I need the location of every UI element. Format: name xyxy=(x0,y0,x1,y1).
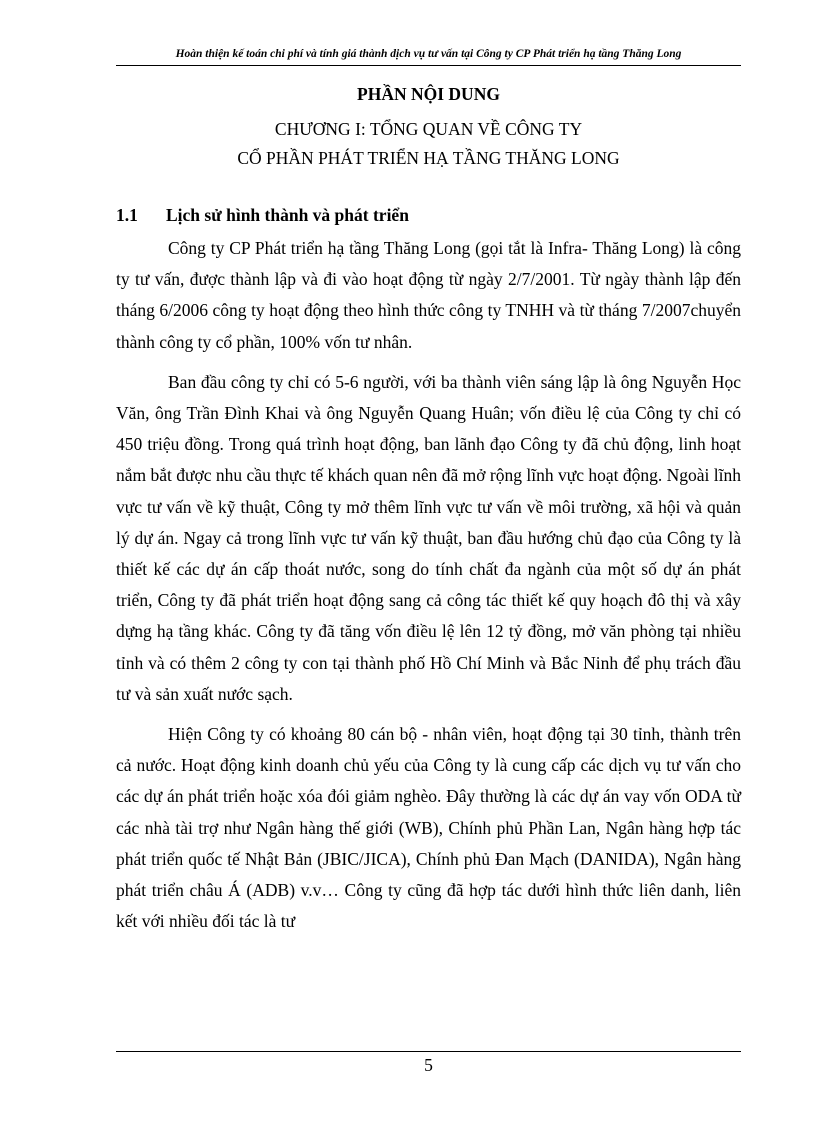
page-number: 5 xyxy=(424,1055,433,1075)
paragraph: Công ty CP Phát triển hạ tầng Thăng Long (gọi tắt là Infra- Thăng Long) là công ty tư vấn, được thành lập và đi vào hoạt động từ ngày 2/7/2001. Từ ngày thành lập đến tháng 6/2006 công ty hoạt động theo hình thức công ty TNHH và từ tháng 7/2007chuyển thành công ty cổ phần, 100% vốn tư nhân. xyxy=(116,238,741,352)
paragraph: Ban đầu công ty chỉ có 5-6 người, với ba thành viên sáng lập là ông Nguyễn Học Văn, ông Trần Đình Khai và ông Nguyễn Quang Huân; vốn điều lệ của Công ty chỉ có 450 triệu đồng. Trong quá trình hoạt động, ban lãnh đạo Công ty đã chủ động, linh hoạt nắm bắt được nhu cầu thực tế khách quan nên đã mở rộng lĩnh vực hoạt động. Ngoài lĩnh vực tư vấn về kỹ thuật, Công ty mở thêm lĩnh vực tư vấn về môi trường, xã hội và quản lý dự án. Ngay cả trong lĩnh vực tư vấn kỹ thuật, ban đầu hướng chủ đạo của Công ty là thiết kế các dự án cấp thoát nước, song do tính chất đa ngành của một số dự án phát triển, Công ty đã phát triển hoạt động sang cả công tác thiết kế quy hoạch đô thị và xây dựng hạ tầng khác. Công ty đã tăng vốn điều lệ lên 12 tỷ đồng, mở văn phòng tại nhiều tỉnh và có thêm 2 công ty con tại thành phố Hồ Chí Minh và Bắc Ninh để phụ trách đầu tư và sản xuất nước sạch. xyxy=(116,371,741,704)
section-number: 1.1 xyxy=(116,205,138,225)
header-divider xyxy=(116,65,741,66)
section-title: Lịch sử hình thành và phát triển xyxy=(166,205,409,225)
footer-divider xyxy=(116,1051,741,1052)
section-heading xyxy=(116,205,409,226)
part-title: PHẦN NỘI DUNG xyxy=(357,84,500,104)
chapter-title-line-1: CHƯƠNG I: TỔNG QUAN VỀ CÔNG TY xyxy=(274,119,583,139)
paragraph: Hiện Công ty có khoảng 80 cán bộ - nhân viên, hoạt động tại 30 tỉnh, thành trên cả nước. Hoạt động kinh doanh chủ yếu của Công ty là cung cấp các dịch vụ tư vấn cho các dự án phát triển hoặc xóa đói giảm nghèo. Đây thường là các dự án vay vốn ODA từ các nhà tài trợ như Ngân hàng thế giới (WB), Chính phủ Phần Lan, Ngân hàng hợp tác phát triển quốc tế Nhật Bản (JBIC/JICA), Chính phủ Đan Mạch (DANIDA), Ngân hàng phát triển châu Á (ADB) v.v… Công ty cũng đã hợp tác dưới hình thức liên danh, liên kết với nhiều đối tác là tư xyxy=(116,724,741,932)
chapter-title-line-2: CỔ PHẦN PHÁT TRIỂN HẠ TẦNG THĂNG LONG xyxy=(237,148,620,168)
body-text xyxy=(116,233,741,946)
running-header: Hoàn thiện kế toán chi phí và tính giá thành dịch vụ tư vấn tại Công ty CP Phát triển hạ tầng Thăng Long xyxy=(175,48,682,60)
